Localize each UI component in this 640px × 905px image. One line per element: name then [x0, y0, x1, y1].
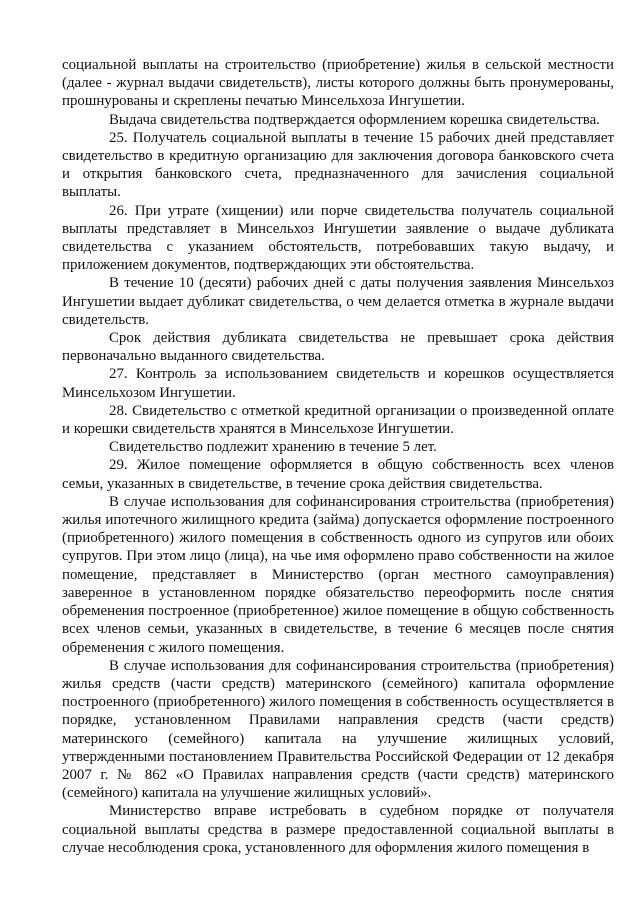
paragraph-ministry-claim: Министерство вправе истребовать в судебном порядке от получателя социальной выплаты средства в размере предоставленной социальной выплаты в случае несоблюдения срока, установленного для оформления жилого помещения в — [62, 803, 614, 856]
paragraph-mortgage-case: В случае использования для софинансирования строительства (приобретения) жилья ипотечного жилищного кредита (займа) допускается оформление построенного (приобретенного) жилого помещения в собственность одного из супругов или обоих супругов. При этом лицо (лица), на чье имя оформлено право собственности на жилое помещение, представляет в Министерство (орган местного самоуправления) заверенное в установленном порядке обязательство переоформить после снятия обременения построенное (приобретенное) жилое помещение в общую собственность всех членов семьи, указанных в свидетельстве, в течение 6 месяцев после снятия обременения с жилого помещения. — [62, 493, 614, 656]
paragraph-clause-25: 25. Получатель социальной выплаты в течение 15 рабочих дней представляет свидетельство в кредитную организацию для заключения договора банковского счета и открытия банковского счета, предназначенного для зачисления социальной выплаты. — [62, 129, 614, 201]
paragraph-clause-26: 26. При утрате (хищении) или порче свидетельства получатель социальной выплаты представляет в Минсельхоз Ингушетии заявление о выдаче дубликата свидетельства с указанием обстоятельств, потребовавших такую выдачу, и приложением документов, подтверждающих эти обстоятельства. — [62, 202, 614, 274]
paragraph-storage-term: Свидетельство подлежит хранению в течение 5 лет. — [109, 439, 437, 456]
paragraph-duplicate-issuance: В течение 10 (десяти) рабочих дней с даты получения заявления Минсельхоз Ингушетии выдает дубликат свидетельства, о чем делается отметка в журнале выдачи свидетельств. — [62, 275, 614, 328]
paragraph-maternity-capital-case: В случае использования для софинансирования строительства (приобретения) жилья средств (части средств) материнского (семейного) капитала оформление построенного (приобретенного) жилого помещения в собственность осуществляется в порядке, установленном Правилами направления средств (части средств) материнского (семейного) капитала на улучшение жилищных условий, утвержденными постановлением Правительства Российской Федерации от 12 декабря 2007 г. № 862 «О Правилах направления средств (части средств) материнского (семейного) капитала на улучшение жилищных условий». — [62, 657, 614, 802]
paragraph-stub-issuance: Выдача свидетельства подтверждается оформлением корешка свидетельства. — [109, 111, 600, 128]
paragraph-clause-29: 29. Жилое помещение оформляется в общую собственность всех членов семьи, указанных в свидетельстве, в течение срока действия свидетельства. — [62, 457, 614, 492]
paragraph-duplicate-validity: Срок действия дубликата свидетельства не превышает срока действия первоначально выданного свидетельства. — [62, 330, 614, 365]
paragraph-journal-continuation: социальной выплаты на строительство (приобретение) жилья в сельской местности (далее - журнал выдачи свидетельств), листы которого должны быть пронумерованы, прошнурованы и скреплены печатью Минсельхоза Ингушетии. — [62, 57, 614, 110]
paragraph-clause-28: 28. Свидетельство с отметкой кредитной организации о произведенной оплате и корешки свидетельств хранятся в Минсельхозе Ингушетии. — [62, 402, 614, 438]
document-page — [62, 56, 614, 857]
paragraph-clause-27: 27. Контроль за использованием свидетельств и корешков осуществляется Минсельхозом Ингушетии. — [62, 366, 614, 401]
